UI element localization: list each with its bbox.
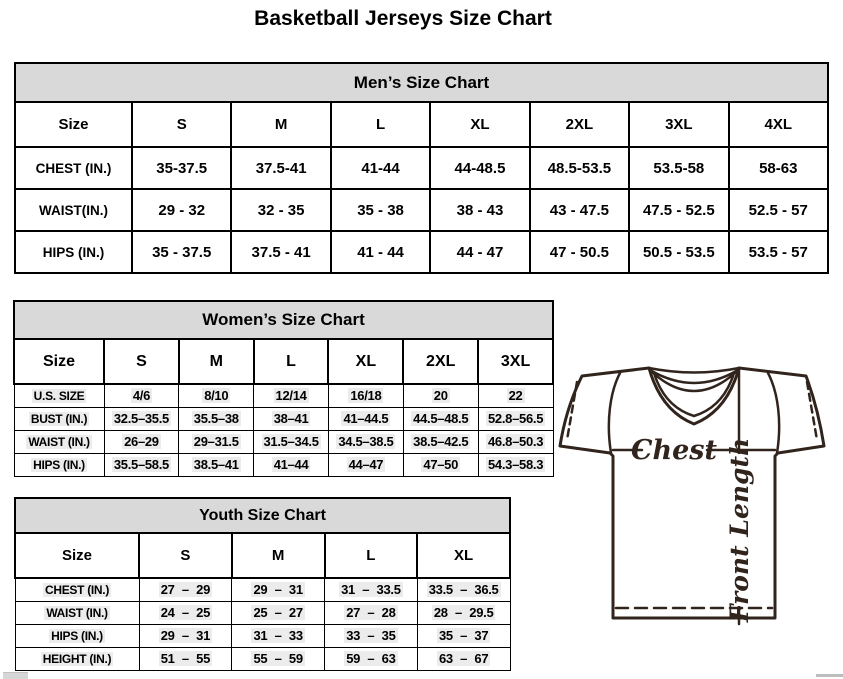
- size-value-text: 52.5 - 57: [748, 201, 808, 219]
- column-header: 3XL: [478, 339, 553, 384]
- jersey-collar-top: [649, 368, 739, 373]
- size-value-text: 47–50: [423, 457, 459, 472]
- row-label-text: WAIST(IN.): [39, 202, 108, 218]
- row-label-text: BUST (IN.): [30, 411, 88, 426]
- size-value-text: 54.3–58.3: [488, 457, 544, 472]
- size-value-text: 8/10: [204, 388, 229, 404]
- column-header: M: [231, 102, 330, 147]
- size-value-text: 31 – 33.5: [341, 582, 401, 598]
- size-value-cell: [132, 231, 231, 273]
- size-value-cell: [629, 189, 728, 231]
- row-label-text: HIPS (IN.): [51, 628, 103, 643]
- size-value-cell: [403, 384, 478, 407]
- row-label-text: CHEST (IN.): [35, 160, 112, 176]
- jersey-measurement-diagram: [556, 360, 828, 632]
- front-length-label: Front Length: [725, 437, 754, 623]
- size-value-cell: [430, 231, 529, 273]
- table-row: [15, 601, 510, 624]
- size-value-cell: [254, 384, 329, 407]
- table-title: Women’s Size Chart: [14, 301, 553, 339]
- size-value-cell: [232, 578, 325, 601]
- row-label: [15, 578, 139, 601]
- size-value-text: 38.5–42.5: [413, 434, 469, 449]
- size-value-cell: [325, 647, 418, 670]
- size-value-cell: [729, 231, 828, 273]
- column-header: S: [104, 339, 179, 384]
- size-value-cell: [231, 231, 330, 273]
- jersey-right-seam: [768, 373, 779, 453]
- size-value-text: 12/14: [275, 388, 307, 404]
- size-value-cell: [530, 147, 629, 189]
- youth-size-chart-table: [14, 497, 511, 671]
- table-title: Men’s Size Chart: [15, 63, 828, 102]
- table-row: [14, 430, 553, 453]
- size-value-text: 29 - 32: [158, 201, 206, 219]
- size-value-text: 34.5–38.5: [338, 434, 394, 449]
- size-value-cell: [232, 624, 325, 647]
- column-header: L: [331, 102, 430, 147]
- size-value-text: 33.5 – 36.5: [428, 582, 499, 598]
- size-value-cell: [430, 189, 529, 231]
- row-label: [15, 189, 132, 231]
- size-value-text: 4/6: [132, 388, 150, 404]
- size-value-text: 35 – 37: [438, 628, 489, 643]
- size-value-cell: [139, 647, 232, 670]
- table-row: [15, 147, 828, 189]
- size-value-cell: [530, 189, 629, 231]
- size-value-cell: [331, 147, 430, 189]
- size-value-text: 29–31.5: [193, 434, 239, 449]
- column-header: Size: [15, 102, 132, 147]
- size-value-cell: [325, 601, 418, 624]
- row-label: [14, 453, 104, 476]
- table-row: [15, 231, 828, 273]
- size-value-text: 38–41: [273, 411, 309, 426]
- size-value-cell: [430, 147, 529, 189]
- size-value-cell: [629, 147, 728, 189]
- size-value-cell: [417, 647, 510, 670]
- size-value-cell: [179, 384, 254, 407]
- column-header: XL: [430, 102, 529, 147]
- column-header: Size: [15, 533, 139, 578]
- size-value-text: 38.5–41: [193, 457, 239, 472]
- size-value-text: 47.5 - 52.5: [642, 201, 715, 219]
- column-header: 2XL: [530, 102, 629, 147]
- column-header: L: [254, 339, 329, 384]
- size-value-cell: [417, 601, 510, 624]
- size-value-text: 29 – 31: [160, 628, 211, 643]
- table-row: [15, 647, 510, 670]
- jersey-outline-icon: [556, 360, 828, 632]
- row-label: [14, 407, 104, 430]
- size-value-cell: [530, 231, 629, 273]
- size-value-text: 44-48.5: [454, 159, 506, 177]
- row-label: [15, 601, 139, 624]
- size-value-text: 48.5-53.5: [547, 159, 612, 177]
- jersey-body-outline: [560, 368, 824, 618]
- size-value-text: 29 – 31: [253, 582, 303, 598]
- size-value-cell: [478, 430, 553, 453]
- size-value-text: 20: [433, 388, 448, 404]
- size-value-cell: [139, 624, 232, 647]
- size-value-text: 32 - 35: [257, 201, 305, 219]
- size-value-text: 43 - 47.5: [549, 201, 609, 219]
- size-value-text: 41 - 44: [357, 243, 404, 261]
- size-value-text: 41-44: [361, 159, 400, 177]
- table-row: [14, 384, 553, 407]
- size-value-text: 44–47: [348, 457, 384, 472]
- column-header: 4XL: [729, 102, 828, 147]
- size-value-cell: [417, 624, 510, 647]
- row-label: [15, 147, 132, 189]
- size-value-text: 53.5-58: [653, 159, 705, 177]
- size-value-text: 35 - 37.5: [152, 243, 212, 261]
- size-value-text: 46.8–50.3: [488, 434, 544, 449]
- row-label-text: HIPS (IN.): [42, 244, 105, 260]
- column-header: XL: [417, 533, 510, 578]
- size-value-cell: [231, 189, 330, 231]
- chest-label: Chest: [631, 435, 717, 466]
- size-value-cell: [254, 407, 329, 430]
- row-label: [15, 231, 132, 273]
- table-title: Youth Size Chart: [15, 498, 510, 533]
- table-row: [15, 578, 510, 601]
- size-value-text: 24 – 25: [160, 605, 211, 620]
- size-value-text: 16/18: [350, 388, 382, 404]
- size-value-text: 32.5–35.5: [113, 411, 169, 426]
- size-value-cell: [139, 578, 232, 601]
- size-value-cell: [254, 430, 329, 453]
- size-value-cell: [325, 578, 418, 601]
- size-value-cell: [179, 430, 254, 453]
- column-header: Size: [14, 339, 104, 384]
- size-value-cell: [104, 407, 179, 430]
- size-value-text: 53.5 - 57: [748, 243, 808, 261]
- size-value-cell: [325, 624, 418, 647]
- size-value-text: 55 – 59: [253, 651, 303, 666]
- size-value-cell: [132, 147, 231, 189]
- size-value-text: 35.5–58.5: [113, 457, 169, 472]
- scrollbar-fragment-bottom-right: [816, 674, 843, 677]
- size-value-cell: [231, 147, 330, 189]
- size-value-cell: [629, 231, 728, 273]
- row-label-text: HEIGHT (IN.): [42, 651, 112, 666]
- size-value-text: 51 – 55: [160, 651, 211, 666]
- size-value-text: 35-37.5: [156, 159, 208, 177]
- size-value-text: 25 – 27: [253, 605, 303, 620]
- column-header: 2XL: [403, 339, 478, 384]
- column-header: L: [325, 533, 418, 578]
- size-value-text: 47 - 50.5: [549, 243, 609, 261]
- size-value-cell: [478, 407, 553, 430]
- row-label-text: HIPS (IN.): [33, 457, 85, 472]
- column-header: 3XL: [629, 102, 728, 147]
- size-value-cell: [104, 453, 179, 476]
- column-header: M: [179, 339, 254, 384]
- size-value-cell: [139, 601, 232, 624]
- table-row: [15, 624, 510, 647]
- size-value-text: 35 - 38: [357, 201, 404, 219]
- size-value-text: 22: [508, 388, 523, 404]
- size-value-text: 59 – 63: [346, 651, 396, 666]
- row-label-text: WAIST (IN.): [46, 605, 108, 620]
- size-value-text: 37.5-41: [255, 159, 307, 177]
- row-label-text: U.S. SIZE: [33, 388, 85, 403]
- size-value-text: 37.5 - 41: [251, 243, 311, 261]
- column-header: XL: [328, 339, 403, 384]
- size-value-cell: [478, 384, 553, 407]
- size-value-cell: [417, 578, 510, 601]
- size-value-cell: [254, 453, 329, 476]
- size-value-text: 31.5–34.5: [263, 434, 319, 449]
- table-row: [14, 453, 553, 476]
- jersey-vneck-inner: [654, 373, 734, 416]
- size-value-text: 58-63: [759, 159, 798, 177]
- mens-size-chart-table: [14, 62, 829, 274]
- size-value-cell: [331, 189, 430, 231]
- table-row: [14, 407, 553, 430]
- size-value-cell: [328, 407, 403, 430]
- size-value-cell: [232, 647, 325, 670]
- size-value-text: 27 – 29: [160, 582, 211, 598]
- table-row: [15, 189, 828, 231]
- size-value-text: 31 – 33: [253, 628, 303, 643]
- row-label: [14, 384, 104, 407]
- column-header: S: [139, 533, 232, 578]
- size-value-cell: [403, 407, 478, 430]
- size-value-text: 44 - 47: [456, 243, 504, 261]
- scrollbar-fragment-bottom-left: [3, 672, 28, 679]
- size-value-text: 35.5–38: [193, 411, 239, 426]
- size-value-cell: [328, 384, 403, 407]
- size-value-text: 28 – 29.5: [433, 605, 494, 620]
- size-value-cell: [331, 231, 430, 273]
- size-value-text: 52.8–56.5: [488, 411, 544, 426]
- column-header: S: [132, 102, 231, 147]
- size-value-cell: [232, 601, 325, 624]
- size-value-cell: [403, 430, 478, 453]
- size-value-cell: [328, 430, 403, 453]
- size-value-cell: [104, 384, 179, 407]
- size-value-text: 63 – 67: [438, 651, 489, 666]
- size-value-cell: [729, 147, 828, 189]
- column-header: M: [232, 533, 325, 578]
- page-title: Basketball Jerseys Size Chart: [254, 7, 552, 30]
- size-value-cell: [132, 189, 231, 231]
- size-value-text: 44.5–48.5: [413, 411, 469, 426]
- size-value-cell: [403, 453, 478, 476]
- size-value-cell: [328, 453, 403, 476]
- size-value-cell: [478, 453, 553, 476]
- size-value-text: 38 - 43: [456, 201, 504, 219]
- row-label: [15, 624, 139, 647]
- size-value-text: 41–44: [273, 457, 309, 472]
- size-value-cell: [104, 430, 179, 453]
- size-value-cell: [179, 453, 254, 476]
- size-value-text: 26–29: [124, 434, 159, 449]
- jersey-collar-arc2: [652, 372, 736, 391]
- row-label-text: WAIST (IN.): [28, 434, 90, 449]
- size-value-text: 33 – 35: [346, 628, 396, 643]
- row-label: [15, 647, 139, 670]
- womens-size-chart-table: [13, 300, 554, 477]
- jersey-left-seam: [609, 373, 620, 453]
- size-value-text: 41–44.5: [343, 411, 389, 426]
- size-value-cell: [729, 189, 828, 231]
- row-label-text: CHEST (IN.): [44, 582, 110, 597]
- size-value-text: 27 – 28: [346, 605, 396, 620]
- row-label: [14, 430, 104, 453]
- size-value-text: 50.5 - 53.5: [642, 243, 715, 261]
- size-value-cell: [179, 407, 254, 430]
